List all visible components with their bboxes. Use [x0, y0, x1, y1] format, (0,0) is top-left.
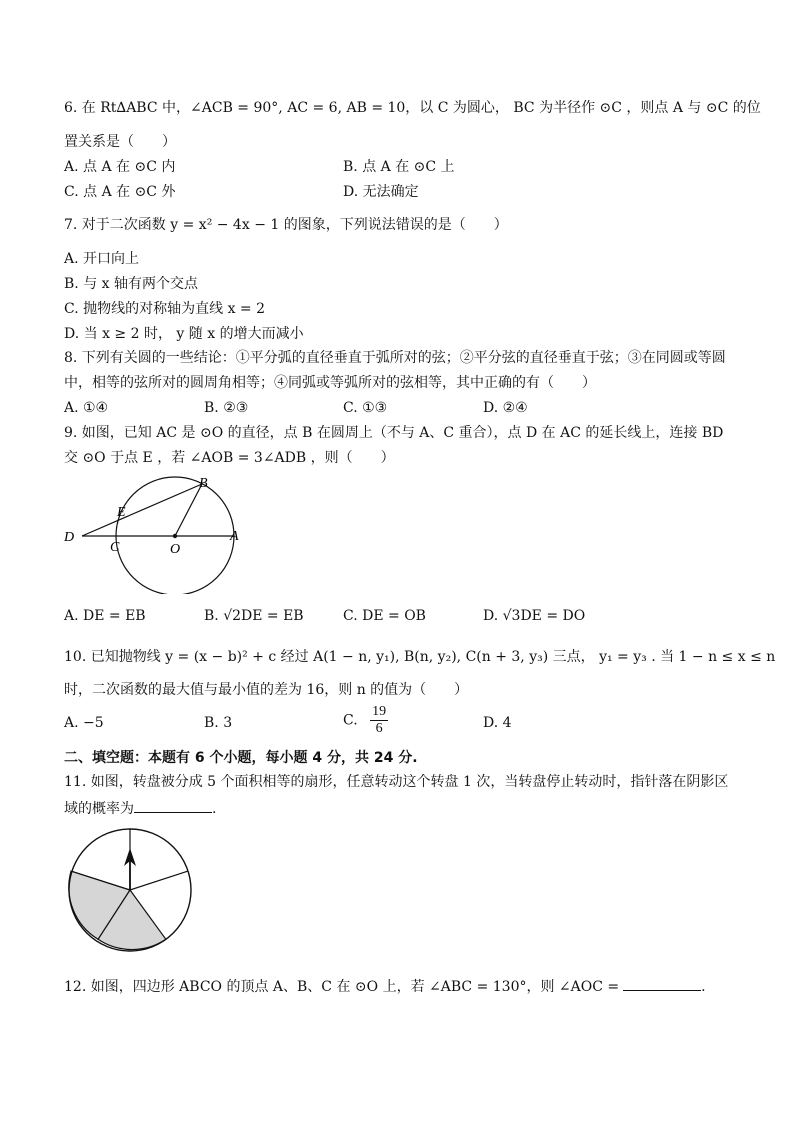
q12-text: 12. 如图，四边形 ABCO 的顶点 A、B、C 在 ⊙O 上，若 ∠ABC = 130°，则 ∠AOC = [64, 979, 620, 995]
q11-line2 [64, 798, 216, 819]
q8-option-c: C. ①③ [343, 400, 388, 416]
q11-spoke-right [130, 871, 188, 890]
q8-option-d: D. ②④ [483, 400, 528, 416]
q9-label-b: B [199, 476, 208, 491]
q6-line2: 置关系是（ ） [64, 134, 176, 150]
q9-label-e: E [117, 505, 126, 520]
q10-frac-denominator: 6 [375, 721, 383, 736]
q9-line2: 交 ⊙O 于点 E ，若 ∠AOB = 3∠ADB ，则（ ） [64, 450, 395, 466]
q10-option-a: A. −5 [64, 715, 104, 731]
q9-option-b: B. √2DE = EB [204, 608, 304, 624]
q8-option-b: B. ②③ [204, 400, 249, 416]
q10-line2: 时，二次函数的最大值与最小值的差为 16，则 n 的值为（ ） [64, 682, 469, 698]
q9-label-d: D [64, 530, 75, 545]
q7-stem: 7. 对于二次函数 y = x² − 4x − 1 的图象，下列说法错误的是（ ） [64, 217, 508, 233]
q9-option-c: C. DE = OB [343, 608, 426, 624]
q11-answer-blank[interactable] [134, 798, 212, 813]
q10-option-c-fraction [370, 704, 388, 737]
q11-line2-end: . [212, 801, 217, 817]
section2-title: 二、填空题：本题有 6 个小题，每小题 4 分，共 24 分. [64, 750, 418, 766]
q9-label-o: O [170, 542, 181, 557]
q8-line1: 8. 下列有关圆的一些结论：①平分弧的直径垂直于弧所对的弦；②平分弦的直径垂直于弦；③在同圆或等圆 [64, 350, 726, 366]
q11-spinner-figure [62, 826, 198, 958]
q8-option-a: A. ①④ [64, 400, 109, 416]
q9-center-dot [173, 534, 177, 538]
q9-line1: 9. 如图，已知 AC 是 ⊙O 的直径，点 B 在圆周上（不与 A、C 重合），点 D 在 AC 的延长线上，连接 BD [64, 425, 724, 441]
q9-label-c: C [110, 540, 120, 555]
q10-option-c-label: C. [343, 712, 358, 729]
q6-option-c: C. 点 A 在 ⊙C 外 [64, 184, 176, 200]
q11-line1: 11. 如图，转盘被分成 5 个面积相等的扇形，任意转动这个转盘 1 次，当转盘停止转动时，指针落在阴影区 [64, 774, 729, 790]
q10-option-c [343, 704, 388, 737]
q9-radius-ob [175, 484, 202, 536]
q7-option-c: C. 抛物线的对称轴为直线 x = 2 [64, 301, 265, 317]
q9-option-a: A. DE = EB [64, 608, 146, 624]
q10-option-b: B. 3 [204, 715, 233, 731]
q8-line2: 中，相等的弦所对的圆周角相等；④同弧或等弧所对的弦相等，其中正确的有（ ） [64, 375, 596, 391]
q12-line [64, 976, 706, 997]
q12-end: . [701, 979, 706, 995]
q9-line-db [82, 484, 202, 536]
q7-option-b: B. 与 x 轴有两个交点 [64, 276, 198, 292]
q6-option-a: A. 点 A 在 ⊙C 内 [64, 159, 176, 175]
q7-option-d: D. 当 x ≥ 2 时， y 随 x 的增大而减小 [64, 326, 304, 342]
q10-line1: 10. 已知抛物线 y = (x − b)² + c 经过 A(1 − n, y₁), B(n, y₂), C(n + 3, y₃) 三点， y₁ = y₃ . 当 1 − n ≤ x ≤ n [64, 649, 776, 665]
q6-option-d: D. 无法确定 [343, 184, 419, 200]
q9-figure [60, 472, 250, 594]
q10-option-d: D. 4 [483, 715, 512, 731]
q9-label-a: A [230, 529, 239, 544]
q9-option-d: D. √3DE = DO [483, 608, 586, 624]
q6-line1: 6. 在 Rt∆ABC 中，∠ACB = 90°, AC = 6, AB = 10，以 C 为圆心， BC 为半径作 ⊙C ，则点 A 与 ⊙C 的位 [64, 100, 761, 116]
q6-option-b: B. 点 A 在 ⊙C 上 [343, 159, 455, 175]
q12-answer-blank[interactable] [623, 976, 701, 991]
q7-option-a: A. 开口向上 [64, 251, 140, 267]
q10-frac-numerator: 19 [372, 704, 387, 719]
q11-line2-text: 域的概率为 [64, 801, 134, 817]
